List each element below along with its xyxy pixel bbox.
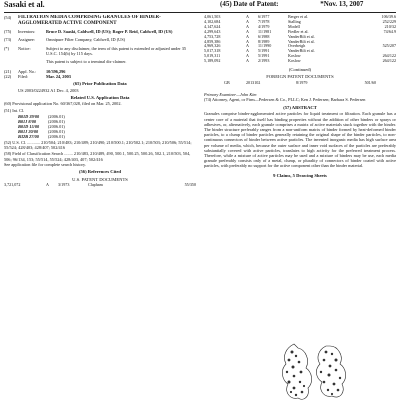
field-of-search: (58) Field of Classification Search ........ 210/483, 210/489, 490, 500.1, 500.25, 500.26, 502.1, 210/503, 504, 506; 96/134, 153; 55/514, 55/524; 428/403, 407; 502/416 [4,151,191,162]
ref-class: 106/39.6 [381,15,396,19]
abstract-heading: (57) ABSTRACT [283,105,317,111]
ref-number: 4,061,503 [204,15,221,19]
attorney-agent: (74) Attorney, Agent, or Firm—Pedersen & Co., PLLC; Ken J. Pedersen; Barbara S. Pedersen [204,96,366,102]
int-cl-code: B01J 20/00 [18,128,39,134]
ref-date: 11/1990 [258,43,272,49]
ref-number: 4,147,624 [204,23,221,29]
ref-kind: A [246,53,249,59]
ref-date: 3/1973 [58,181,70,187]
ref-number: 3,721,072 [4,181,21,187]
int-cl-code: B32B 27/00 [18,133,39,139]
ref-date: 5/1991 [258,48,270,54]
int-cl-code: B01J 8/00 [18,118,37,124]
ref-name: Koslow [288,53,301,59]
ref-name: Stalling [288,18,301,24]
reference-list [204,15,396,64]
ref-kind: A [46,181,49,187]
ref-kind: A [246,15,249,19]
foreign-number: 2013102 [246,79,261,85]
field-code: (54) [4,15,12,20]
ref-class: 252/229 [382,18,396,24]
int-cl-code: B01D 15/00 [18,123,40,129]
prior-pub-heading: (65) Prior Publication Data [73,81,127,87]
ref-date: 4/1979 [258,23,270,29]
ref-name: Modell [288,23,300,29]
related-text: (60) Provisional application No. 60/367,028, filed on Mar. 25, 2002. [4,101,122,107]
ref-number: 4,859,386 [204,38,221,44]
ref-date: 6/1977 [258,15,270,19]
ref-date: 7/1978 [258,18,270,24]
header-date-code: (45) [220,0,232,8]
inventors-value: Bruce D. Saaski, Caldwell, ID (US); Roger P. Reid, Caldwell, ID (US) [46,29,173,35]
header-inventor: Sasaki et al. [4,0,45,9]
patent-title: FILTRATION MEDIA COMPRISING GRANULES OF BINDER-AGGLOMERATED ACTIVE COMPONENT [18,15,161,26]
field-label: Filed: [18,73,29,79]
ref-date: 2/1993 [258,58,270,64]
field-code: (22) [4,73,12,79]
foreign-reference-row [204,81,396,86]
ref-number: 4,102,684 [204,18,221,24]
int-cl-date: (2006.01) [48,128,65,134]
ref-name: Koslow [288,58,301,64]
ref-class: 525/207 [382,43,396,49]
us-patent-docs-heading: U.S. PATENT DOCUMENTS [72,176,128,182]
reference-row [4,183,196,188]
int-cl-row [4,134,196,139]
ref-kind: A [246,38,249,44]
int-cl-label: (51) Int. Cl. [4,108,25,114]
header-date-block [220,0,363,8]
ref-kind: A [246,18,249,24]
ref-number: 5,019,311 [204,53,221,59]
ref-date: 8/1989 [258,38,270,44]
ref-number: 5,189,092 [204,58,221,64]
int-cl-date: (2006.01) [48,133,65,139]
ref-name: Berger et al. [288,15,309,19]
field-code: (21) [4,68,12,74]
header-rule [4,12,396,13]
ref-date: 5/1991 [258,53,270,59]
int-cl-date: (2006.01) [48,113,65,119]
references-heading: (56) References Cited [78,169,121,175]
ref-class: 55/350 [184,181,196,187]
field-code: (73) [4,37,12,43]
primary-examiner: Primary Examiner—John Kim [204,91,257,97]
ref-name: VanderBilt et al. [288,48,315,54]
ref-kind: A [246,58,249,64]
abstract-text: Granules comprise binder-agglomerated active particles for liquid treatment or filtration. Each granule has a center core of a material that itself has binding properties without the addition of other binders or sprays or adhesives, or, alternatively, each granule comprises a matrix of active materials stuck together with the binder. The binder structure preferably ranges from a non-uniform matrix of binder formed by heat-deformed binder particles, to a clump of binder particles generally retaining the original shape of the binder particles, to non-continuous connectors of binder between active particles. The invented inorganic media has high surface area per volume of media, which, because the outer surface and inner void surfaces of the particles are preferably substantially covered with active particles, translates to high activity for the preferred treatment process. Therefore, while a mixture of active particles may be used and a mixture of binders may be use, each media granule preferably consists only of a metal, clump, or plurality of connectors of binder coated with active particles, with preferably no support for the active component other than the binder material. [204,111,396,169]
foreign-date: 8/1979 [296,79,308,85]
ref-date: 11/1981 [258,28,272,34]
search-note: See application file for complete search history. [4,161,86,167]
field-label: Notice: [18,45,31,51]
notice-value: Subject to any disclaimer, the term of this patent is extended or adjusted under 35 U.S.C. 154(b) by 115 days. [46,45,187,57]
left-column [4,15,196,400]
ref-date: 6/1988 [258,33,270,39]
header-date-value: *Nov. 13, 2007 [320,0,364,8]
reference-row [204,59,396,64]
field-inventors [4,29,196,34]
ref-kind: A [246,23,249,29]
field-terminal-disclaimer [4,59,196,64]
us-cl: (52) U.S. Cl. ............ 210/504; 210/483; 210/489; 210/490; 210/500.1; 210/502.1; 210/503; 210/506; 55/514; 55/524; 428/403; 428/407; 502/416 [4,139,192,151]
ref-class: 264/122 [382,58,396,64]
ref-number: 4,299,643 [204,28,221,34]
ref-name: Clapham [88,181,103,187]
field-code: (75) [4,29,12,35]
int-cl-code: B01D 39/00 [18,113,40,119]
appl-no-value: 10/396,296 [46,68,66,74]
field-label: Inventors: [18,29,36,35]
int-cl-date: (2006.01) [48,123,65,129]
prior-pub-row: US 2003/0224932 A1 Dec. 4, 2003 [18,87,79,93]
claims-summary: 9 Claims, 5 Drawing Sheets [273,172,327,178]
continued-label: (Continued) [288,67,312,73]
foreign-country: GB [224,79,230,85]
assignee-value: Omnipure Filter Company, Caldwell, ID (US) [46,37,126,43]
field-label: Appl. No.: [18,68,37,74]
field-label: Assignee: [18,37,35,43]
granule-drawing [274,342,354,400]
field-notice [4,46,196,57]
field-filed [4,74,196,79]
disclaimer-value: This patent is subject to a terminal dis-claimer. [46,59,127,65]
ref-name: VanderBilt et al. [288,38,315,44]
ref-kind: A [246,48,249,54]
ref-number: 4,753,728 [204,33,221,39]
header-date-label: Date of Patent: [233,0,279,8]
foreign-class: 501/60 [364,79,376,85]
ref-number: 4,969,326 [204,43,221,49]
field-assignee [4,37,196,42]
right-column [204,15,396,400]
field-title [4,15,196,26]
ref-number: 5,017,318 [204,48,221,54]
granule-cluster-right-particles [320,351,341,396]
related-heading: Related U.S. Application Data [70,94,130,100]
ref-name: Overbeigh [288,43,306,49]
ref-kind: A [246,43,249,49]
int-cl-date: (2006.01) [48,118,65,124]
page-header [0,0,400,12]
foreign-docs-heading: FOREIGN PATENT DOCUMENTS [266,74,334,80]
granule-cluster-left-particles [286,351,305,397]
ref-name: Fiedler et al. [288,28,309,34]
ref-name: VanderBilt et al. [288,33,315,39]
ref-kind: A [246,33,249,39]
ref-class: 264/122 [382,53,396,59]
field-code: (*) [4,45,10,51]
filed-value: Mar. 24, 2003 [46,73,71,79]
ref-class: 74/64.9 [383,28,396,34]
ref-class: 210/32 [384,23,396,29]
ref-kind: A [246,28,249,34]
